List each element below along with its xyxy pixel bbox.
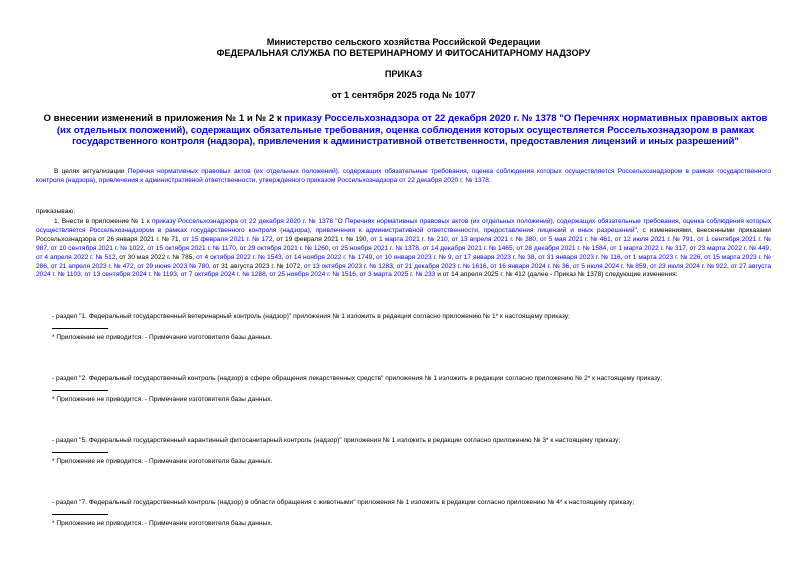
item-1-text: , xyxy=(512,244,517,252)
amend-link[interactable]: от 27 августа 2024 г. № 1103 xyxy=(36,262,771,279)
service-name: ФЕДЕРАЛЬНАЯ СЛУЖБА ПО ВЕТЕРИНАРНОМУ И ФИТОСАНИТАРНОМУ НАДЗОРУ xyxy=(216,48,591,58)
amend-link[interactable]: от 1 марта 2023 г. № 226 xyxy=(624,253,701,261)
item-1-text: , xyxy=(646,262,650,270)
amend-link[interactable]: от 1 сентября 2021 г. № 987 xyxy=(36,235,772,252)
item-1-text: , xyxy=(372,253,377,261)
amend-link[interactable]: от 3 марта 2025 г. № 233 xyxy=(359,271,436,279)
amend-link[interactable]: от 15 февраля 2021 г. № 172 xyxy=(182,235,273,243)
item-1-text: , xyxy=(235,244,240,252)
amend-link[interactable]: от 12 июля 2021 г. № 791 xyxy=(614,235,694,243)
amend-link[interactable]: от 14 ноября 2022 г. № 1749 xyxy=(285,253,373,261)
item-1-text: , xyxy=(176,271,181,279)
item-1-text: , xyxy=(265,271,270,279)
amend-link[interactable]: от 17 января 2023 г. № 38 xyxy=(455,253,535,261)
amend-link[interactable]: от 23 марта 2022 г. № 449 xyxy=(689,244,770,252)
change-item: - раздел "7. Федеральный государственный контроль (надзор) в области обращения с животными" приложения № 1 изложить в редакции согласно приложению № 4* к настоящему приказу; xyxy=(52,499,635,506)
item-1-text: , xyxy=(486,262,491,270)
amend-link[interactable]: от 10 января 2023 г. № 9 xyxy=(376,253,452,261)
amend-link[interactable]: от 13 сентября 2024 г. № 1193 xyxy=(84,271,177,279)
amend-link[interactable]: от 1 марта 2022 г. № 317 xyxy=(610,244,686,252)
doc-type: ПРИКАЗ xyxy=(384,69,423,79)
item-1-link[interactable]: приказу Россельхознадзора от 22 декабря 2020 г. № 1378 "О Перечнях нормативных правовых актов (их отдельных положений), содержащих обязательные требования, оценка соблюдения которых осуществляется Россельхознадзором в рамках государственного контроля (надзора), привлечения к административной ответственности, предоставления лицензий и иных разрешений" xyxy=(36,218,771,234)
title-prefix: О внесении изменений в приложения № 1 и № 2 к xyxy=(43,113,285,124)
amend-link[interactable]: от 16 января 2024 г. № 36 xyxy=(490,262,570,270)
item-1-text: и от 14 апреля 2025 г. № 412 (далее - Приказ № 1378) следующие изменения: xyxy=(435,271,678,279)
item-1-text: , xyxy=(281,253,286,261)
item-1-text: , xyxy=(392,262,397,270)
footnote-rule xyxy=(52,452,108,453)
amend-link[interactable]: от 15 марта 2023 г. № 286 xyxy=(36,253,771,270)
ministry-name: Министерство сельского хозяйства Российской Федерации xyxy=(266,37,541,47)
item-1-text: , с изменениями, внесенными приказами Россельхознадзора от 26 января 2021 г. № 71, xyxy=(36,226,771,243)
amend-link[interactable]: от 13 апреля 2021 г. № 380 xyxy=(451,235,537,243)
item-1-text: , от 19 февраля 2021 г. № 190, xyxy=(272,235,371,243)
preamble xyxy=(36,168,771,186)
footnote: * Приложение не приводится. - Примечание изготовителя базы данных. xyxy=(52,334,273,341)
amend-link[interactable]: от 7 октября 2024 г. № 1288 xyxy=(180,271,266,279)
change-item: - раздел "1. Федеральный государственный ветеринарный контроль (надзор)" приложения № 1 изложить в редакции согласно приложению № 1* к настоящему приказу; xyxy=(52,313,570,320)
amend-link[interactable]: от 21 апреля 2023 г. № 472 xyxy=(50,262,134,270)
item-1-text: , xyxy=(569,262,573,270)
item-1-text: , xyxy=(133,262,138,270)
amend-link[interactable]: от 13 октября 2023 г. № 1283 xyxy=(303,262,393,270)
amend-link[interactable]: от 21 декабря 2023 г. № 1616 xyxy=(396,262,487,270)
preamble-text: В целях актуализации xyxy=(54,168,128,175)
item-1-text: , xyxy=(769,244,771,252)
item-1 xyxy=(36,218,771,280)
item-1-text: , xyxy=(693,235,698,243)
footnote-rule xyxy=(52,328,108,329)
amend-link[interactable]: от 4 апреля 2022 г. № 512 xyxy=(36,253,116,261)
item-1-text: , xyxy=(685,244,690,252)
item-1-text: , xyxy=(47,244,51,252)
item-1-text: , xyxy=(606,244,611,252)
doc-date-number: от 1 сентября 2025 года № 1077 xyxy=(331,90,476,100)
amend-link[interactable]: от 25 ноября 2024 г. № 1516 xyxy=(269,271,356,279)
item-1-text: , xyxy=(47,262,51,270)
amend-link[interactable]: от 23 июля 2024 г. № 922 xyxy=(649,262,728,270)
footnote: * Приложение не приводится. - Примечание изготовителя базы данных. xyxy=(52,520,273,527)
amend-link[interactable]: от 31 января 2023 г. № 116 xyxy=(538,253,621,261)
item-1-text: , xyxy=(418,244,423,252)
amend-link[interactable]: от 4 октября 2022 г. № 1543 xyxy=(196,253,282,261)
item-1-text: , xyxy=(451,253,456,261)
item-1-text: , xyxy=(80,271,85,279)
item-1-text: , xyxy=(143,244,148,252)
item-1-text: , xyxy=(610,235,615,243)
amend-link[interactable]: от 29 июня 2023 № 780 xyxy=(137,262,210,270)
change-item: - раздел "5. Федеральный государственный карантинный фитосанитарный контроль (надзор)" приложения № 1 изложить в редакции согласно приложению № 3* к настоящему приказу; xyxy=(52,437,621,444)
doc-title xyxy=(36,113,775,148)
change-item: - раздел "2. Федеральный государственный контроль (надзор) в сфере обращения лекарственных средств" приложения № 1 изложить в редакции согласно приложению № 2* к настоящему приказу; xyxy=(52,375,663,382)
preamble-end: , xyxy=(488,176,491,184)
footnote-rule xyxy=(52,390,108,391)
item-1-text: , xyxy=(355,271,360,279)
amend-link[interactable]: от 10 сентября 2021 г. № 1022 xyxy=(50,244,144,252)
item-1-text: , xyxy=(727,262,731,270)
amend-link[interactable]: от 15 октября 2021 г. № 1170 xyxy=(147,244,236,252)
amend-link[interactable]: от 14 декабря 2021 г. № 1465 xyxy=(422,244,513,252)
amend-link[interactable]: от 29 октября 2021 г. № 1260 xyxy=(239,244,329,252)
item-1-text: , xyxy=(620,253,625,261)
footnote-rule xyxy=(52,514,108,515)
footnote: * Приложение не приводится. - Примечание изготовителя базы данных. xyxy=(52,396,273,403)
item-1-text: , xyxy=(534,253,539,261)
amend-link[interactable]: от 25 ноября 2021 г. № 1378 xyxy=(332,244,419,252)
amend-link[interactable]: от 5 мая 2021 г. № 461 xyxy=(539,235,611,243)
amend-link[interactable]: от 28 декабря 2021 г. № 1584 xyxy=(516,244,607,252)
item-1-text: , xyxy=(328,244,333,252)
preamble-link[interactable]: Перечня нормативных правовых актов (их отдельных положений), содержащих обязательные требования, оценка соблюдения которых осуществляется Россельхознадзором в рамках государственного контроля (надзора), привлечения к административной ответственности, утвержденного приказом Россельхознадзора от 22 декабря 2020 г. № 1378 xyxy=(36,168,771,184)
item-1-text: , xyxy=(700,253,705,261)
item-1-text: 1. Внести в приложение № 1 к xyxy=(54,218,152,225)
title-link[interactable]: приказу Россельхознадзора от 22 декабря 2020 г. № 1378 "О Перечнях нормативных правовых актов (их отдельных положений), содержащих обязательные требования, оценка соблюдения которых осуществляется Россельхознадзором в рамках государственного контроля (надзора), привлечения к административной ответственности, предоставления лицензий и иных разрешений" xyxy=(56,113,768,148)
amend-link[interactable]: от 5 июля 2024 г. № 859 xyxy=(572,262,647,270)
order-word: приказываю: xyxy=(36,208,76,215)
amend-link[interactable]: от 1 марта 2021 г. № 210 xyxy=(370,235,448,243)
item-1-text: , от 31 августа 2023 г. № 1072, xyxy=(209,262,304,270)
footnote: * Приложение не приводится. - Примечание изготовителя базы данных. xyxy=(52,458,273,465)
item-1-text: , xyxy=(536,235,540,243)
item-1-text: , от 30 мая 2022 г. № 785, xyxy=(115,253,197,261)
item-1-text: , xyxy=(447,235,452,243)
